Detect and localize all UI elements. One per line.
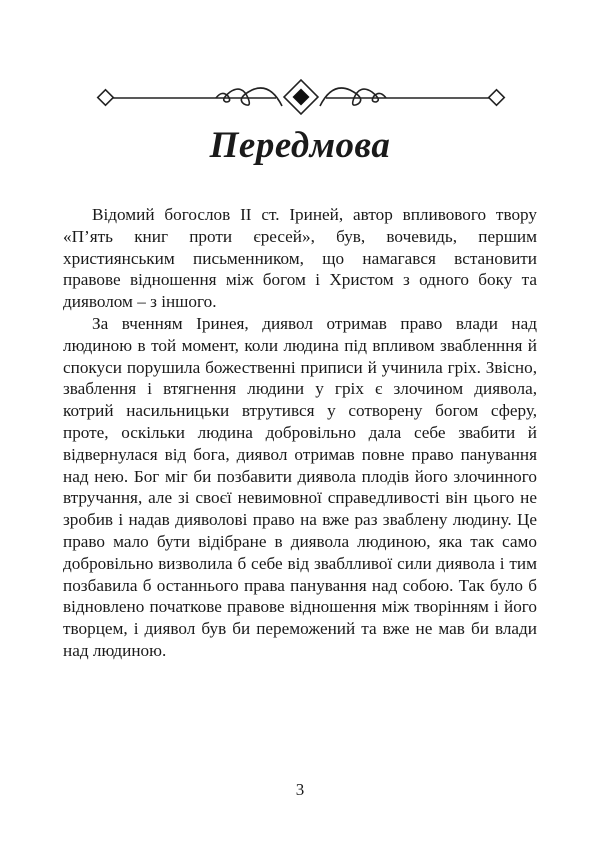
text-line: «П’ять книг проти єресей», був, вочевидь, першим [63, 226, 537, 246]
text-line: Відомий богослов II ст. Іриней, автор впливового твору [92, 205, 537, 224]
text-line: котрий насильницьки втрутився у сотворену богом сферу, [63, 401, 537, 421]
text-line: добровільно визволила б себе від зваблливої сили диявола і тим [63, 553, 537, 573]
text-line: втручання, але зі своєї невимовної справедливості він цього не [63, 488, 537, 508]
text-line: над нею. Бог міг би позбавити диявола плодів його злочинного [63, 466, 537, 486]
text-line: спокуси порушила божественні приписи й учинила гріх. Звісно, [63, 357, 537, 377]
text-line: відновлено початкове правове відношення між творінням і його [63, 597, 537, 617]
text-line: позбавила б останнього права панування над собою. Так було б [63, 575, 537, 595]
text-line: За вченням Іринея, диявол отримав право влади над [92, 313, 537, 333]
text-line: людиною в той момент, коли людина під впливом звабленння й [63, 335, 537, 355]
text-line: правове відношення між богом і Христом з одного боку та [63, 270, 537, 290]
text-line: над людиною. [63, 640, 167, 660]
text-line: дияволом – з іншого. [63, 292, 217, 312]
text-line: творцем, і диявол був би переможений та вже не мав би влади [63, 619, 537, 639]
page-number: 3 [295, 780, 305, 799]
paragraph-1 [63, 204, 537, 313]
text-line: відвернулася від бога, диявол отримав повне право панування [63, 444, 537, 464]
decorative-ornament-divider [96, 78, 506, 118]
text-line: право мало бути відібране в диявола людиною, яка так само [63, 531, 537, 551]
body-text [63, 204, 537, 662]
text-line: християнським письменником, що намагався встановити [63, 248, 537, 268]
text-line: зваблення і втягнення людини у гріх є злочином диявола, [63, 379, 537, 399]
page-title: Передмова [209, 125, 391, 166]
text-line: проте, оскільки людина добровільно дала себе звабити й [63, 422, 537, 442]
paragraph-2 [63, 313, 537, 662]
text-line: зробив і надав дияволові право на вже раз зваблену людину. Це [63, 510, 537, 530]
